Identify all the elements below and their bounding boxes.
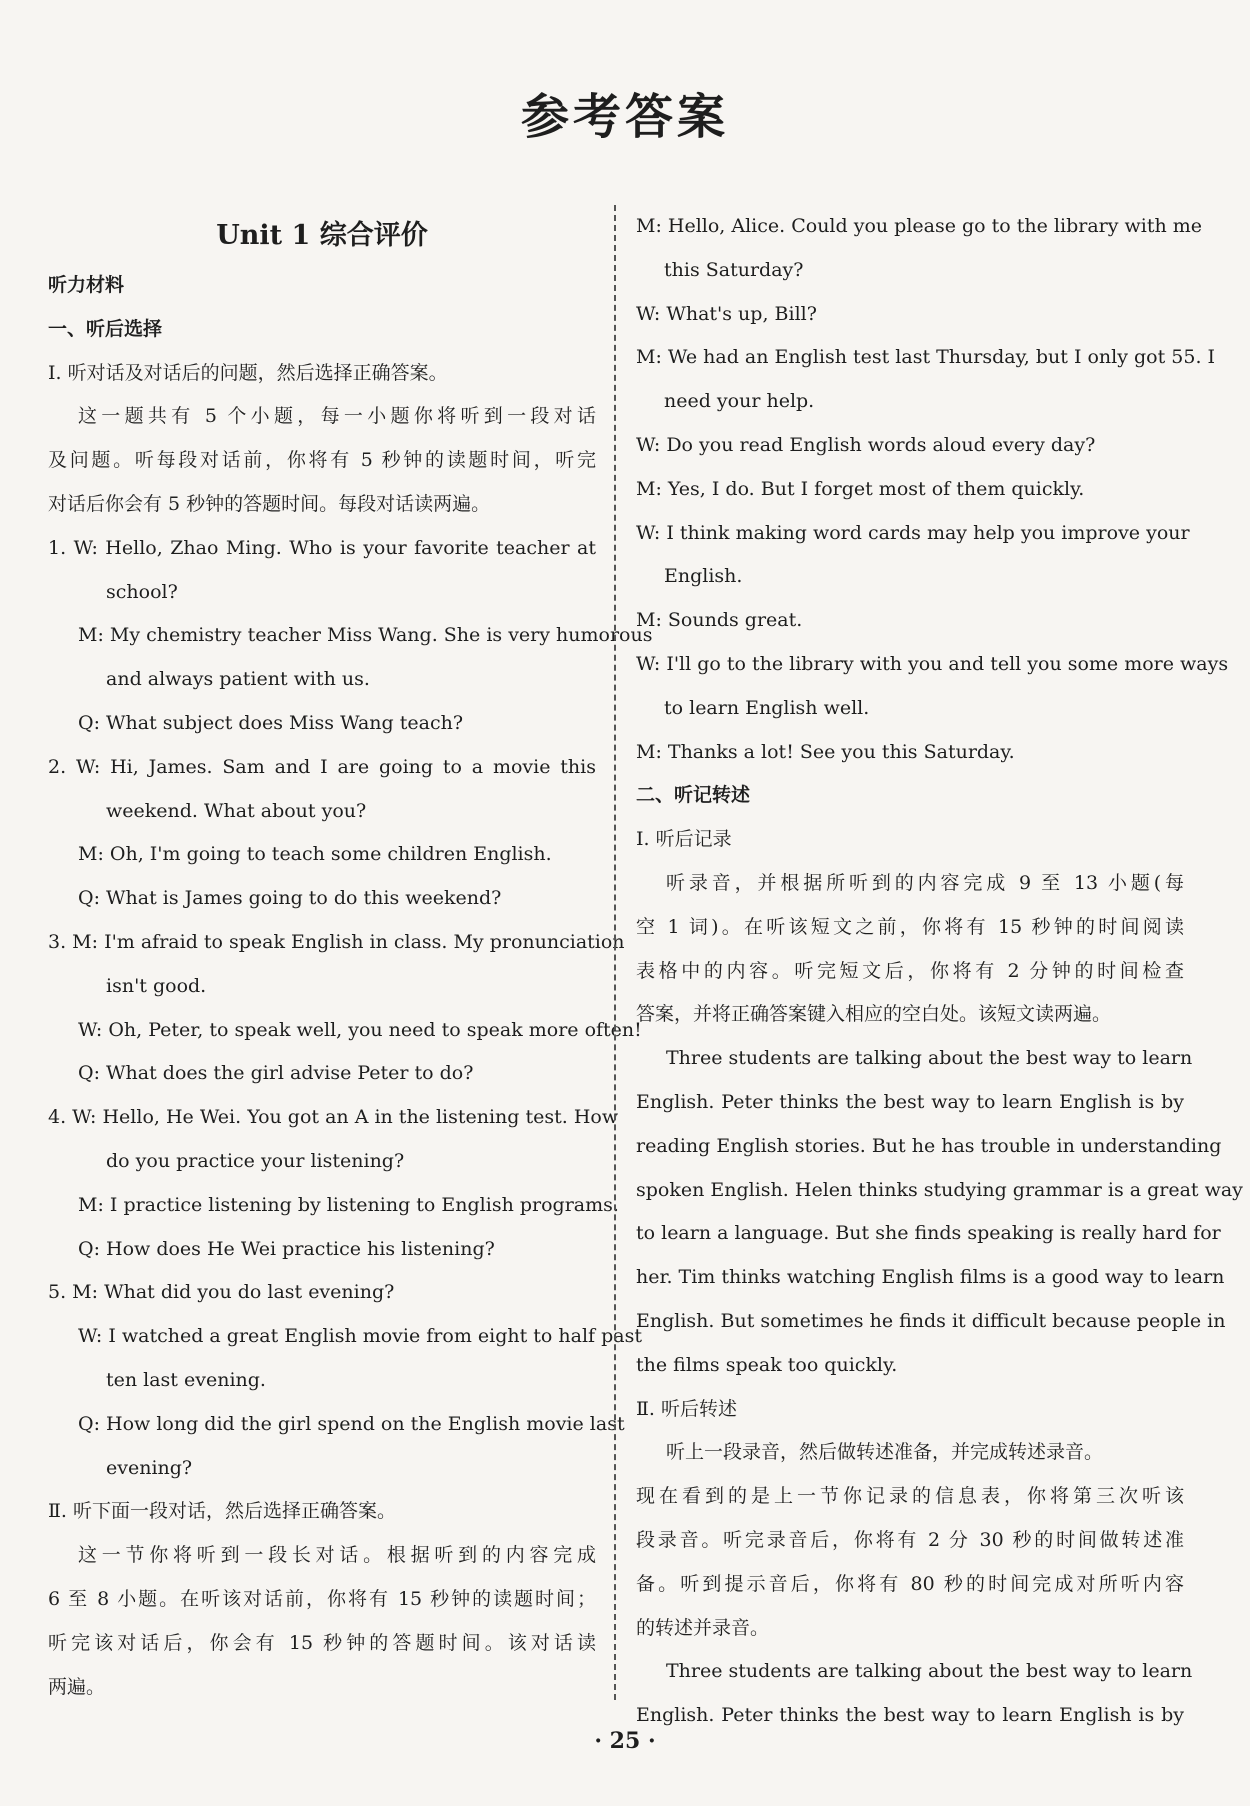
text-line: 1. W: Hello, Zhao Ming. Who is your favorite teacher at bbox=[48, 536, 596, 559]
text-line: Q: What does the girl advise Peter to do? bbox=[78, 1062, 474, 1085]
text-line: 4. W: Hello, He Wei. You got an A in the listening test. How bbox=[48, 1106, 619, 1129]
text-line: M: Yes, I do. But I forget most of them quickly. bbox=[636, 477, 1085, 500]
text-line: her. Tim thinks watching English films is a good way to learn bbox=[636, 1266, 1225, 1289]
text-line: M: Oh, I'm going to teach some children English. bbox=[78, 843, 552, 866]
text-line: spoken English. Helen thinks studying grammar is a great way bbox=[636, 1178, 1243, 1201]
text-line: 段录音。听完录音后，你将有 2 分 30 秒的时间做转述准 bbox=[636, 1528, 1184, 1551]
text-line: English. Peter thinks the best way to learn English is by bbox=[636, 1090, 1184, 1113]
text-line: 这一节你将听到一段长对话。根据听到的内容完成 bbox=[78, 1544, 596, 1567]
left-column bbox=[48, 205, 653, 1700]
page-number: · 25 · bbox=[594, 1728, 656, 1754]
text-line: M: Sounds great. bbox=[636, 609, 803, 632]
text-line: 答案，并将正确答案键入相应的空白处。该短文读两遍。 bbox=[636, 1003, 1112, 1026]
text-line: 一、听后选择 bbox=[48, 317, 163, 340]
text-line: W: What's up, Bill? bbox=[636, 302, 817, 325]
text-line: M: Thanks a lot! See you this Saturday. bbox=[636, 740, 1015, 763]
text-line: and always patient with us. bbox=[106, 668, 370, 691]
text-line: Q: What is James going to do this weekend? bbox=[78, 887, 502, 910]
text-line: 这一题共有 5 个小题，每一小题你将听到一段对话 bbox=[78, 405, 596, 428]
text-line: 空 1 词)。在听该短文之前，你将有 15 秒钟的时间阅读 bbox=[636, 915, 1184, 938]
text-line: 的转述并录音。 bbox=[636, 1616, 770, 1639]
text-line: 听完该对话后，你会有 15 秒钟的答题时间。该对话读 bbox=[48, 1631, 596, 1654]
text-line: evening? bbox=[106, 1456, 193, 1479]
text-line: 两遍。 bbox=[48, 1675, 106, 1698]
text-line: English. Peter thinks the best way to learn English is by bbox=[636, 1704, 1184, 1727]
text-line: Ⅱ. 听下面一段对话，然后选择正确答案。 bbox=[48, 1500, 396, 1523]
text-line: the films speak too quickly. bbox=[636, 1353, 898, 1376]
text-line: M: Hello, Alice. Could you please go to the library with me bbox=[636, 215, 1203, 237]
unit-title: Unit 1 综合评价 bbox=[216, 220, 428, 251]
text-line: 及问题。听每段对话前，你将有 5 秒钟的读题时间，听完 bbox=[48, 449, 596, 472]
text-line: W: I think making word cards may help you improve your bbox=[636, 521, 1190, 544]
text-line: 听录音，并根据所听到的内容完成 9 至 13 小题(每 bbox=[666, 871, 1184, 894]
text-line: Three students are talking about the best way to learn bbox=[666, 1047, 1193, 1070]
text-line: 6 至 8 小题。在听该对话前，你将有 15 秒钟的读题时间； bbox=[48, 1587, 596, 1610]
right-column bbox=[636, 205, 1243, 1727]
text-line: Q: How long did the girl spend on the English movie last bbox=[78, 1412, 625, 1435]
text-line: reading English stories. But he has trouble in understanding bbox=[636, 1134, 1222, 1157]
text-line: M: We had an English test last Thursday, but I only got 55. I bbox=[636, 346, 1216, 369]
text-line: English. But sometimes he finds it difficult because people in bbox=[636, 1309, 1226, 1332]
text-line: to learn a language. But she finds speaking is really hard for bbox=[636, 1222, 1221, 1245]
text-line: Ⅰ. 听后记录 bbox=[636, 828, 732, 851]
column-divider bbox=[614, 205, 616, 1700]
text-line: 备。听到提示音后，你将有 80 秒的时间完成对所听内容 bbox=[636, 1572, 1184, 1595]
text-line: ten last evening. bbox=[106, 1368, 266, 1391]
text-line: 3. M: I'm afraid to speak English in class. My pronunciation bbox=[48, 930, 625, 953]
left-text bbox=[48, 264, 653, 1709]
text-line: English. bbox=[664, 565, 743, 588]
text-line: school? bbox=[106, 580, 178, 603]
text-line: to learn English well. bbox=[664, 696, 870, 719]
text-line: W: Oh, Peter, to speak well, you need to speak more often! bbox=[78, 1018, 642, 1041]
text-line: M: My chemistry teacher Miss Wang. She is very humorous bbox=[78, 624, 653, 647]
right-text bbox=[636, 205, 1243, 1738]
text-line: Q: What subject does Miss Wang teach? bbox=[78, 711, 464, 734]
text-line: W: I'll go to the library with you and tell you some more ways bbox=[636, 652, 1229, 675]
text-line: 对话后你会有 5 秒钟的答题时间。每段对话读两遍。 bbox=[48, 492, 491, 515]
text-line: Q: How does He Wei practice his listening? bbox=[78, 1237, 495, 1260]
text-line: W: Do you read English words aloud every day? bbox=[636, 433, 1096, 456]
text-line: this Saturday? bbox=[664, 258, 804, 281]
text-line: need your help. bbox=[664, 390, 815, 413]
text-line: Three students are talking about the best way to learn bbox=[666, 1660, 1193, 1683]
text-line: 表格中的内容。听完短文后，你将有 2 分钟的时间检查 bbox=[636, 959, 1184, 982]
text-line: 听上一段录音，然后做转述准备，并完成转述录音。 bbox=[666, 1441, 1104, 1464]
text-line: 听力材料 bbox=[48, 274, 125, 296]
text-line: weekend. What about you? bbox=[106, 799, 367, 822]
page-title: 参考答案 bbox=[520, 89, 729, 145]
text-line: Ⅱ. 听后转述 bbox=[636, 1397, 737, 1420]
text-line: isn't good. bbox=[106, 974, 207, 997]
text-line: do you practice your listening? bbox=[106, 1149, 405, 1172]
text-line: W: I watched a great English movie from eight to half past bbox=[78, 1325, 642, 1348]
text-line: 2. W: Hi, James. Sam and I are going to a movie this bbox=[48, 755, 596, 778]
text-line: M: I practice listening by listening to English programs. bbox=[78, 1193, 619, 1216]
text-line: 5. M: What did you do last evening? bbox=[48, 1281, 395, 1304]
text-line: 现在看到的是上一节你记录的信息表，你将第三次听该 bbox=[636, 1485, 1184, 1508]
text-line: 二、听记转述 bbox=[636, 784, 751, 807]
text-line: Ⅰ. 听对话及对话后的问题，然后选择正确答案。 bbox=[48, 361, 448, 384]
